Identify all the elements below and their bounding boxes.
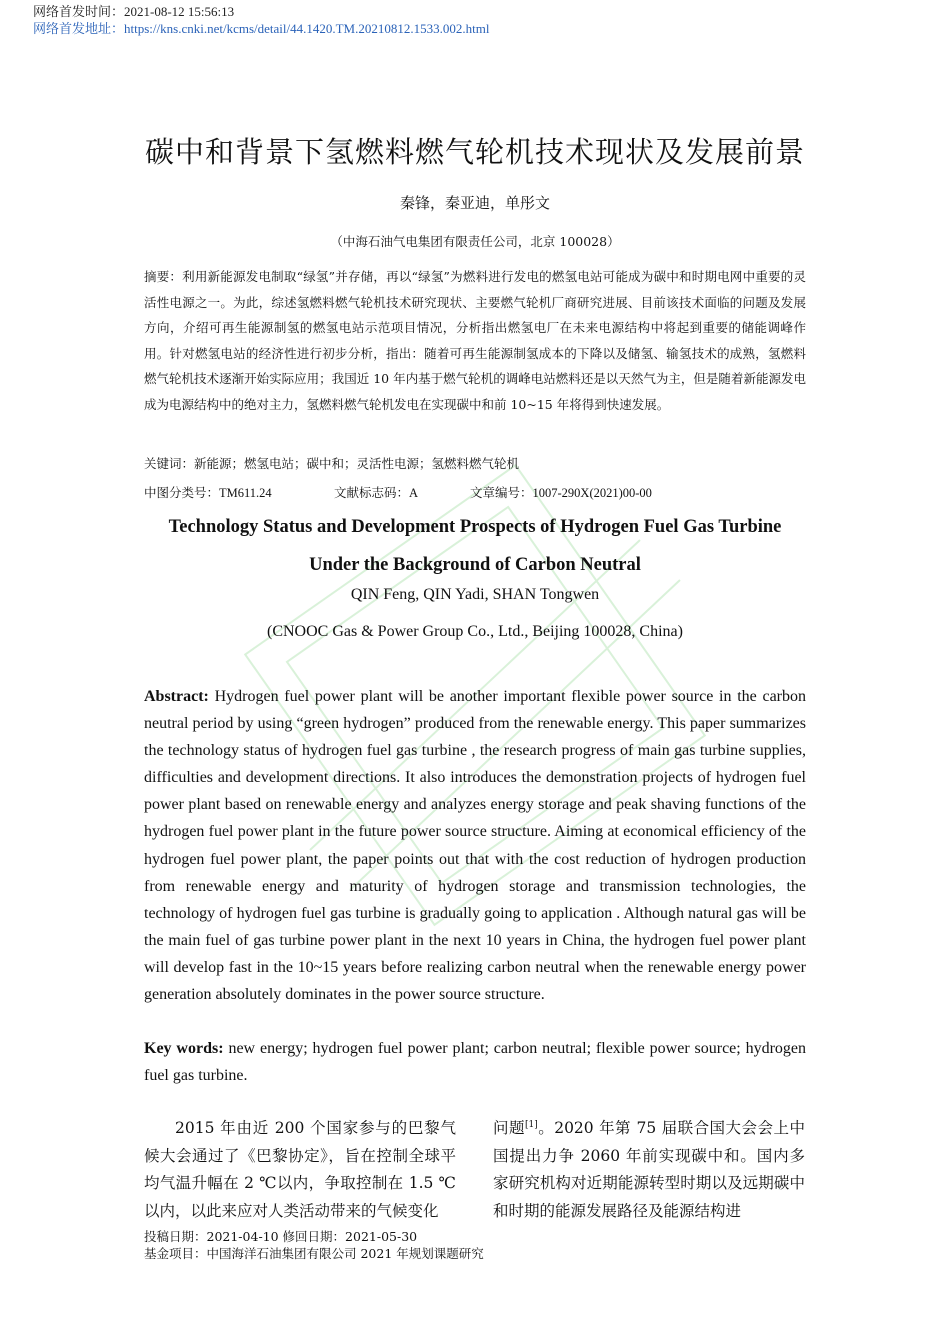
publication-url-row (33, 21, 489, 38)
body-right-text-start: 问题 (493, 1119, 525, 1137)
publication-url-link[interactable]: https://kns.cnki.net/kcms/detail/44.1420.TM.20210812.1533.002.html (124, 21, 490, 36)
publication-time-row (33, 4, 489, 21)
publication-url-label: 网络首发地址： (33, 22, 125, 37)
paper-title-cn: 碳中和背景下氢燃料燃气轮机技术现状及发展前景 (144, 135, 805, 169)
keywords-en-label: Key words: (144, 1040, 224, 1057)
body-column-right (493, 1115, 805, 1225)
abstract-en (144, 683, 806, 1008)
keywords-en (144, 1035, 806, 1089)
clc-number: 中图分类号：TM611.24 (144, 486, 272, 500)
keywords-en-text: new energy; hydrogen fuel power plant; carbon neutral; flexible power source; hydrogen fuel gas turbine. (144, 1040, 807, 1085)
document-code: 文献标志码：A (334, 486, 419, 500)
body-right-text-end: 。2020 年第 75 届联合国大会会上中国提出力争 2060 年前实现碳中和。国内多家研究机构对近期能源转型时期以及远期碳中和时期的能源发展路径及能源结构进 (493, 1119, 805, 1220)
fund-project: 基金项目：中国海洋石油集团有限公司 2021 年规划课题研究 (144, 1246, 484, 1261)
abstract-cn: 摘要：利用新能源发电制取“绿氢”并存储，再以“绿氢”为燃料进行发电的燃氢电站可能成为碳中和时期电网中重要的灵活性电源之一。为此，综述氢燃料燃气轮机技术研究现状、主要燃气轮机厂商研究进展、目前该技术面临的问题及发展方向，介绍可再生能源制氢的燃氢电站示范项目情况，分析指出燃氢电厂在未来电源结构中将起到重要的储能调峰作用。针对燃氢电站的经济性进行初步分析，指出：随着可再生能源制氢成本的下降以及储氢、输氢技术的成熟，氢燃料燃气轮机技术逐渐开始实际应用；我国近 10 年内基于燃气轮机的调峰电站燃料还是以天然气为主，但是随着新能源发电成为电源结构中的绝对主力，氢燃料燃气轮机发电在实现碳中和前 10~15 年将得到快速发展。 (144, 269, 806, 412)
authors-cn: 秦锋，秦亚迪，单彤文 (399, 194, 550, 212)
reference-citation[interactable]: [1] (524, 1119, 538, 1130)
affiliation-cn: （中海石油气电集团有限责任公司，北京 100028） (330, 234, 620, 249)
article-number: 文章编号：1007-290X(2021)00-00 (470, 486, 652, 500)
network-publication-info (33, 4, 489, 38)
abstract-en-label: Abstract: (144, 688, 209, 705)
footnote (144, 1228, 484, 1262)
submission-dates: 投稿日期：2021-04-10 修回日期：2021-05-30 (144, 1229, 418, 1244)
classification-line (144, 483, 806, 501)
title-en-line-1: Technology Status and Development Prospects of Hydrogen Fuel Gas Turbine (168, 517, 782, 537)
publication-time-label: 网络首发时间： (33, 5, 125, 20)
abstract-en-text: Hydrogen fuel power plant will be another important flexible power source in the carbon neutral period by using “green hydrogen” produced from the renewable energy. This paper summarizes the technology status of hydrogen fuel gas turbine , the research progress of main gas turbine supplies, difficulties and development directions. It also introduces the demonstration projects of hydrogen fuel power plant based on renewable energy and analyzes energy storage and peak shaving functions of the hydrogen fuel power plant in the future power source structure. Aiming at economical efficiency of the hydrogen fuel power plant, the paper points out that with the cost reduction of hydrogen production from renewable energy and maturity of hydrogen storage and transmission technologies, the technology of hydrogen fuel gas turbine is gradually going to application . Although natural gas will be the main fuel of gas turbine power plant in the next 10 years in China, the hydrogen fuel power plant will develop fast in the 10~15 years before realizing carbon neutral when the renewable energy power generation absolutely dominates in the power source structure. (144, 688, 806, 1004)
affiliation-en: (CNOOC Gas & Power Group Co., Ltd., Beijing 100028, China) (267, 623, 683, 640)
body-column-left: 2015 年由近 200 个国家参与的巴黎气候大会通过了《巴黎协定》，旨在控制全球平均气温升幅在 2 ℃以内，争取控制在 1.5 ℃以内，以此来应对人类活动带来的气候变化 (144, 1119, 456, 1220)
publication-time: 2021-08-12 15:56:13 (124, 4, 235, 19)
keywords-cn: 关键词：新能源；燃氢电站；碳中和；灵活性电源；氢燃料燃气轮机 (144, 456, 520, 471)
title-en-line-2: Under the Background of Carbon Neutral (309, 555, 641, 575)
authors-en: QIN Feng, QIN Yadi, SHAN Tongwen (350, 586, 600, 603)
paper-title-en (0, 508, 950, 584)
